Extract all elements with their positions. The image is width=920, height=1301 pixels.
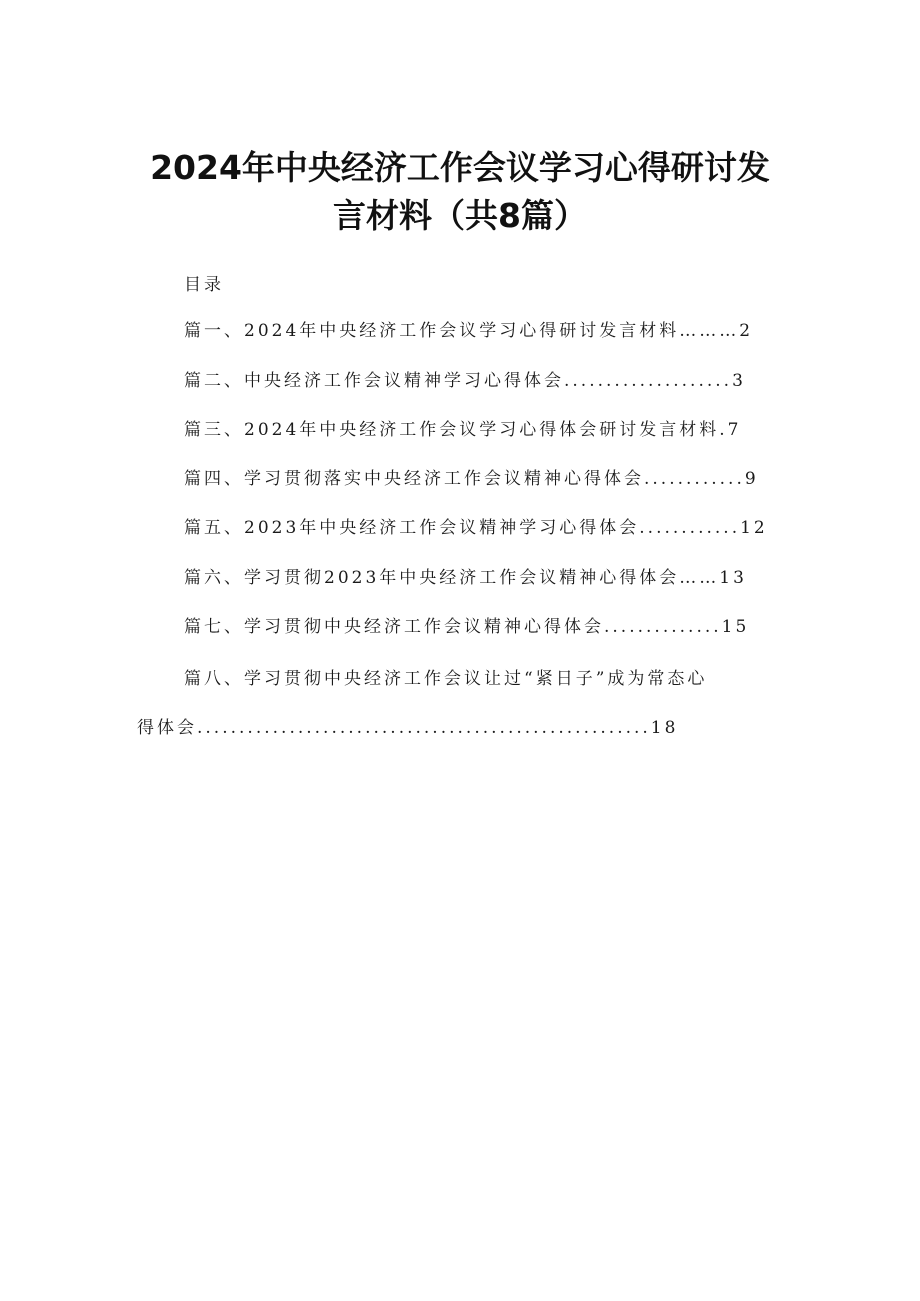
toc-entry-5[interactable]: 篇五、2023年中央经济工作会议精神学习心得体会............12 (184, 518, 768, 538)
toc-heading: 目录 (184, 275, 224, 295)
toc-entry-8-line-2[interactable]: 得体会......................................................18 (137, 718, 679, 738)
toc-entry-2[interactable]: 篇二、中央经济工作会议精神学习心得体会....................3 (184, 371, 746, 391)
document-title-line-2: 言材料（共8篇） (333, 196, 587, 235)
toc-entry-7[interactable]: 篇七、学习贯彻中央经济工作会议精神心得体会..............15 (184, 617, 750, 637)
toc-entry-3[interactable]: 篇三、2024年中央经济工作会议学习心得体会研讨发言材料.7 (184, 420, 742, 440)
toc-entry-4[interactable]: 篇四、学习贯彻落实中央经济工作会议精神心得体会............9 (184, 469, 759, 489)
toc-entry-1[interactable]: 篇一、2024年中央经济工作会议学习心得研讨发言材料………2 (184, 321, 754, 341)
document-title-line-1: 2024年中央经济工作会议学习心得研讨发 (150, 148, 770, 187)
toc-entry-8-line-1[interactable]: 篇八、学习贯彻中央经济工作会议让过“紧日子”成为常态心 (184, 669, 708, 689)
toc-entry-6[interactable]: 篇六、学习贯彻2023年中央经济工作会议精神心得体会……13 (184, 568, 747, 588)
